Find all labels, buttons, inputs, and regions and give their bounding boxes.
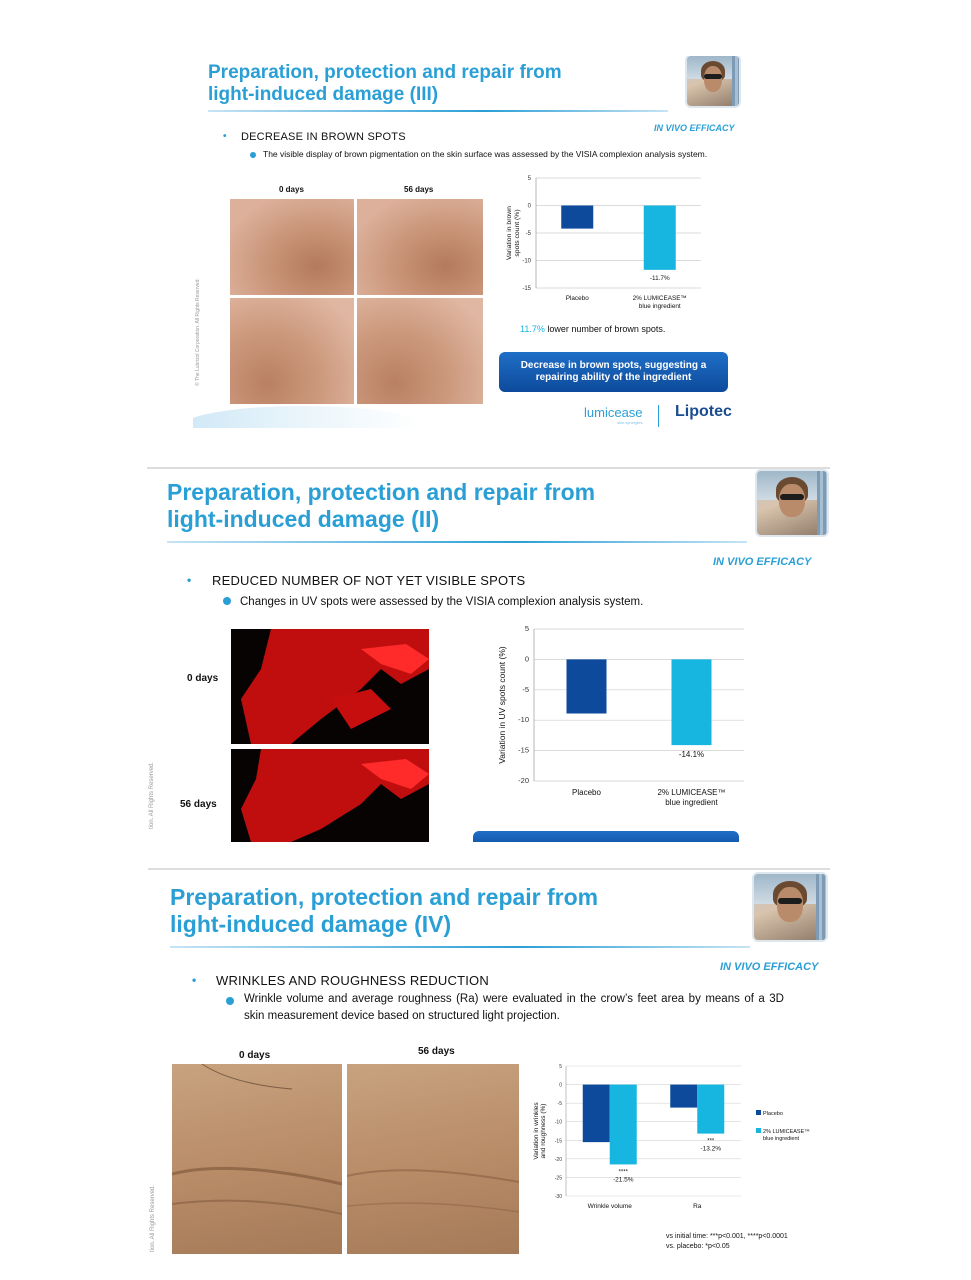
bar-lumicease <box>697 1085 724 1134</box>
brown-spots-bar-chart <box>501 168 716 318</box>
title-underline <box>167 541 747 543</box>
x-category-label: Placebo <box>565 295 589 302</box>
lumicease-logo-sub: skin synergies <box>617 420 643 425</box>
bar-placebo <box>567 659 607 713</box>
result-text: lower number of brown spots. <box>544 324 666 334</box>
y-tick-label: -20 <box>518 776 529 785</box>
description-text: The visible display of brown pigmentation on the skin surface was assessed by the VISIA complexion analysis system. <box>263 149 708 159</box>
data-label: -11.7% <box>649 274 670 282</box>
bar-placebo <box>583 1085 610 1143</box>
x-category-label: blue ingredient <box>665 798 718 807</box>
skin-photo-56-days <box>347 1064 519 1254</box>
in-vivo-efficacy-label: IN VIVO EFFICACY <box>713 556 812 568</box>
y-tick-label: -10 <box>522 258 531 265</box>
x-category-label: 2% LUMICEASE™ <box>657 788 726 797</box>
y-axis-title: Variation in UV spots count (%) <box>497 646 507 764</box>
x-category-label: Wrinkle volume <box>587 1203 632 1210</box>
data-label: -13.2% <box>700 1145 722 1153</box>
y-tick-label: 5 <box>524 624 529 633</box>
slide-title <box>167 479 595 533</box>
conclusion-banner-partial <box>473 831 739 842</box>
title-line-1: Preparation, protection and repair from <box>167 479 596 505</box>
uv-spot-pattern <box>231 749 429 842</box>
slide-title <box>170 884 598 938</box>
y-axis-title: Variation in brownspots count (%) <box>506 206 521 260</box>
in-vivo-efficacy-label: IN VIVO EFFICACY <box>654 123 735 133</box>
label-0-days: 0 days <box>279 185 304 194</box>
label-56-days: 56 days <box>418 1046 455 1057</box>
slide-brown-spots <box>193 56 744 428</box>
title-line-2: light-induced damage (III) <box>208 84 439 106</box>
title-line-1: Preparation, protection and repair from <box>170 884 599 910</box>
woman-photo-thumbnail <box>754 874 826 940</box>
result-note <box>520 324 665 334</box>
bar-lumicease <box>610 1085 637 1165</box>
bar-lumicease <box>672 659 712 745</box>
uv-spot-image-56-days <box>231 749 429 842</box>
y-tick-label: -15 <box>518 745 529 755</box>
y-tick-label: -5 <box>525 231 531 237</box>
bar-placebo <box>670 1085 697 1108</box>
bullet-icon: • <box>223 131 227 142</box>
y-tick-label: -5 <box>522 684 529 694</box>
bullet-icon: • <box>192 973 197 987</box>
legend-swatch-placebo <box>756 1110 761 1115</box>
skin-photo-0-days <box>172 1064 342 1254</box>
copyright-text: © The Lubrizol Corporation. All Rights Reserved. <box>195 278 201 386</box>
data-label: -14.1% <box>678 750 705 760</box>
y-tick-label: -30 <box>554 1194 562 1200</box>
result-percentage: 11.7% <box>520 324 545 334</box>
y-tick-label: 0 <box>559 1082 562 1089</box>
copyright-text: tion. All Rights Reserved. <box>149 761 155 829</box>
stat-line-1: vs initial time: ***p<0.001, ****p<0.0001 <box>666 1233 788 1240</box>
label-0-days: 0 days <box>187 673 219 684</box>
data-label: -21.5% <box>612 1176 634 1184</box>
uv-spot-pattern <box>231 629 429 744</box>
label-56-days: 56 days <box>180 799 217 810</box>
title-underline <box>170 946 750 948</box>
significance-label: *** <box>707 1138 715 1145</box>
section-heading: WRINKLES AND ROUGHNESS REDUCTION <box>216 973 489 988</box>
y-tick-label: -10 <box>554 1119 562 1126</box>
significance-label: **** <box>618 1169 628 1176</box>
sub-bullet-icon <box>223 597 231 605</box>
y-tick-label: -25 <box>554 1175 562 1182</box>
skin-photo-bottom-0-days <box>230 298 354 404</box>
slide-title <box>208 62 562 107</box>
bar-lumicease <box>644 206 676 270</box>
lumicease-logo-text: lumicease <box>584 405 643 420</box>
logo-separator <box>658 405 659 427</box>
legend-swatch-lumicease <box>756 1128 761 1133</box>
x-category-label: Ra <box>693 1203 702 1210</box>
wrinkle-lines <box>347 1064 519 1254</box>
y-tick-label: 5 <box>559 1064 562 1070</box>
x-category-label: Placebo <box>572 788 601 797</box>
title-line-2: light-induced damage (IV) <box>170 911 452 938</box>
legend-label: 2% LUMICEASE™ blue ingredient <box>763 1129 810 1142</box>
bar-placebo <box>561 206 593 229</box>
y-tick-label: -15 <box>554 1138 562 1145</box>
uv-spots-bar-chart <box>489 619 759 809</box>
slide-wrinkles <box>148 868 830 1256</box>
skin-photo-top-0-days <box>230 199 354 295</box>
section-heading: REDUCED NUMBER OF NOT YET VISIBLE SPOTS <box>212 573 526 588</box>
woman-photo-thumbnail <box>757 471 827 535</box>
title-line-2: light-induced damage (II) <box>167 506 440 533</box>
lumicease-logo <box>584 405 643 425</box>
y-tick-label: -10 <box>518 715 529 725</box>
sub-bullet-icon <box>226 997 234 1005</box>
conclusion-banner: Decrease in brown spots, suggesting a repairing ability of the ingredient <box>499 352 728 392</box>
y-tick-label: -5 <box>557 1101 562 1108</box>
y-tick-label: 0 <box>527 203 531 210</box>
wrinkle-lines <box>172 1064 342 1254</box>
label-56-days: 56 days <box>404 185 434 194</box>
y-axis-title: Variation in wrinklesand roughness (%) <box>533 1102 547 1160</box>
bullet-icon: • <box>187 573 192 587</box>
statistics-note <box>666 1232 788 1252</box>
slide-uv-spots <box>147 467 830 842</box>
label-0-days: 0 days <box>239 1050 271 1061</box>
decorative-wave <box>193 406 423 428</box>
title-line-1: Preparation, protection and repair from <box>208 62 562 83</box>
section-heading: DECREASE IN BROWN SPOTS <box>241 131 406 143</box>
skin-photo-top-56-days <box>357 199 483 295</box>
x-category-label: 2% LUMICEASE™ <box>632 295 687 302</box>
description-text: Changes in UV spots were assessed by the VISIA complexion analysis system. <box>240 596 644 608</box>
y-tick-label: 0 <box>524 654 529 664</box>
y-tick-label: -20 <box>554 1156 562 1163</box>
skin-photo-bottom-56-days <box>357 298 483 404</box>
wrinkles-bar-chart <box>526 1058 826 1218</box>
stat-line-2: vs. placebo: *p<0.05 <box>666 1242 730 1250</box>
title-underline <box>208 110 668 112</box>
lipotec-logo: Lipotec <box>675 403 732 420</box>
description-text: Wrinkle volume and average roughness (Ra) were evaluated in the crow’s feet area by means of a 3D skin measurement device based on structured light projection. <box>244 993 784 1023</box>
uv-spot-image-0-days <box>231 629 429 744</box>
copyright-text: tion. All Rights Reserved. <box>150 1184 156 1252</box>
y-tick-label: -15 <box>522 286 531 292</box>
in-vivo-efficacy-label: IN VIVO EFFICACY <box>720 961 819 973</box>
x-category-label: blue ingredient <box>638 303 681 310</box>
woman-photo-thumbnail <box>687 56 739 106</box>
y-tick-label: 5 <box>527 176 531 182</box>
sub-bullet-icon <box>250 152 256 158</box>
legend-label: Placebo <box>763 1111 783 1117</box>
